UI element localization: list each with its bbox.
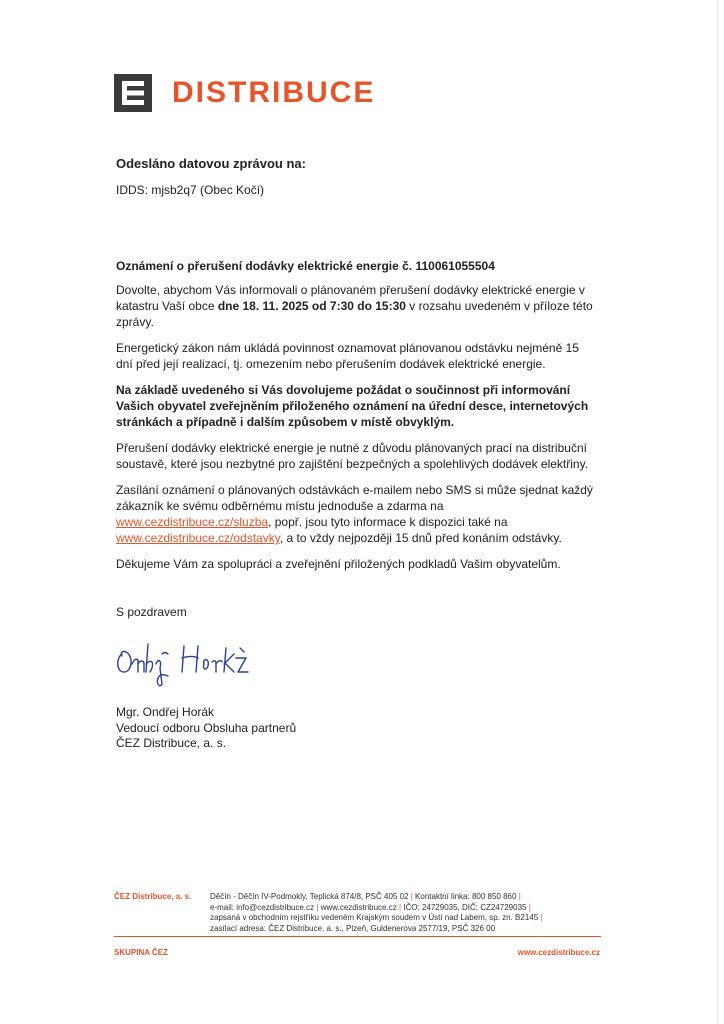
footer-email: e-mail: info@cezdistribuce.cz — [210, 902, 315, 912]
company-logo — [114, 74, 375, 112]
footer-line-2 — [210, 903, 610, 914]
scan-edge — [717, 0, 718, 1024]
link-odstavky[interactable]: www.cezdistribuce.cz/odstavky — [116, 531, 280, 545]
separator: | — [540, 913, 543, 922]
paragraph-4: Přerušení dodávky elektrické energie je nutné z důvodu plánovaných prací na distribuční soustavě, které jsou nezbytné pro zajištění bezpečných a spolehlivých dodávek elektřiny. — [116, 441, 589, 471]
footer-address — [210, 892, 610, 934]
footer-web: www.cezdistribuce.cz — [517, 948, 600, 957]
paragraph-2: Energetický zákon nám ukládá povinnost oznamovat plánovanou odstávku nejméně 15 dní před její realizací, tj. omezením nebo přerušením dodávek elektrické energie. — [116, 341, 579, 371]
closing: S pozdravem — [116, 605, 187, 619]
footer-registry: zapsaná v obchodním rejstříku vedeném Krajským soudem v Ústí nad Labem, sp. zn. B2145 — [210, 913, 539, 922]
footer-brand: ČEZ Distribuce, a. s. — [114, 892, 192, 901]
letter-subject: Oznámení o přerušení dodávky elektrické energie č. 110061055504 — [116, 259, 495, 273]
separator: | — [410, 892, 413, 901]
paragraph-1-text-a: Dovolte, abychom Vás informovali o plánovaném přerušení dodávky elektrické energie v katastru Vaší obce — [116, 283, 585, 313]
separator: | — [398, 902, 402, 912]
footer-line-4: zasílací adresa: ČEZ Distribuce, a. s., Plzeň, Guldenerova 2577/19, PSČ 326 00 — [210, 923, 496, 933]
footer-divider — [114, 936, 601, 937]
footer-line-1 — [210, 892, 610, 903]
paragraph-1 — [116, 282, 596, 330]
cez-logo-icon — [114, 74, 152, 112]
paragraph-6: Děkujeme Vám za spolupráci a zveřejnění přiložených podkladů Vašim obyvatelům. — [116, 557, 561, 571]
signatory-name: Mgr. Ondřej Horák — [116, 705, 215, 719]
footer-phone: Kontaktní linka: 800 850 860 — [415, 892, 517, 901]
signatory-company: ČEZ Distribuce, a. s. — [116, 736, 227, 750]
footer-ids: IČO: 24729035, DIČ: CZ24729035 — [403, 902, 527, 912]
paragraph-5-text-b: , popř. jsou tyto informace k dispozici také na — [268, 515, 508, 529]
paragraph-5-text-a: Zasílání oznámení o plánovaných odstávkách e-mailem nebo SMS si může sjednat každý zákazník ke svému odběrnému místu jednoduše a zdarma na — [116, 483, 593, 513]
handwritten-signature — [112, 634, 252, 690]
link-sluzba[interactable]: www.cezdistribuce.cz/sluzba — [116, 515, 269, 529]
paragraph-5 — [116, 482, 596, 546]
separator: | — [518, 892, 521, 901]
footer-group: SKUPINA ČEZ — [114, 948, 168, 957]
signatory-role: Vedoucí odboru Obsluha partnerů — [116, 721, 297, 735]
paragraph-5-text-c: , a to vždy nejpozději 15 dnů před konáním odstávky. — [279, 531, 562, 545]
footer-line-3 — [210, 913, 610, 924]
logo-wordmark: DISTRIBUCE — [172, 76, 376, 109]
recipient-label: Odesláno datovou zprávou na: — [116, 156, 306, 171]
recipient-value: IDDS: mjsb2q7 (Obec Kočí) — [116, 183, 265, 197]
paragraph-3: Na základě uvedeného si Vás dovolujeme požádat o součinnost při informování Vašich obyvatel zveřejněním přiloženého oznámení na úřední desce, internetových stránkách a případně i dalším způsobem v místě obvyklým. — [116, 383, 589, 429]
paragraph-1-text-b: v rozsahu uvedeném v příloze této zprávy. — [116, 299, 593, 329]
separator: | — [316, 902, 319, 912]
separator: | — [528, 902, 531, 912]
footer-address-line: Děčín - Děčín IV-Podmokly, Teplická 874/8, PSČ 405 02 — [210, 892, 409, 901]
outage-date: dne 18. 11. 2025 od 7:30 do 15:30 — [217, 299, 406, 313]
footer-website: www.cezdistribuce.cz — [320, 902, 397, 912]
